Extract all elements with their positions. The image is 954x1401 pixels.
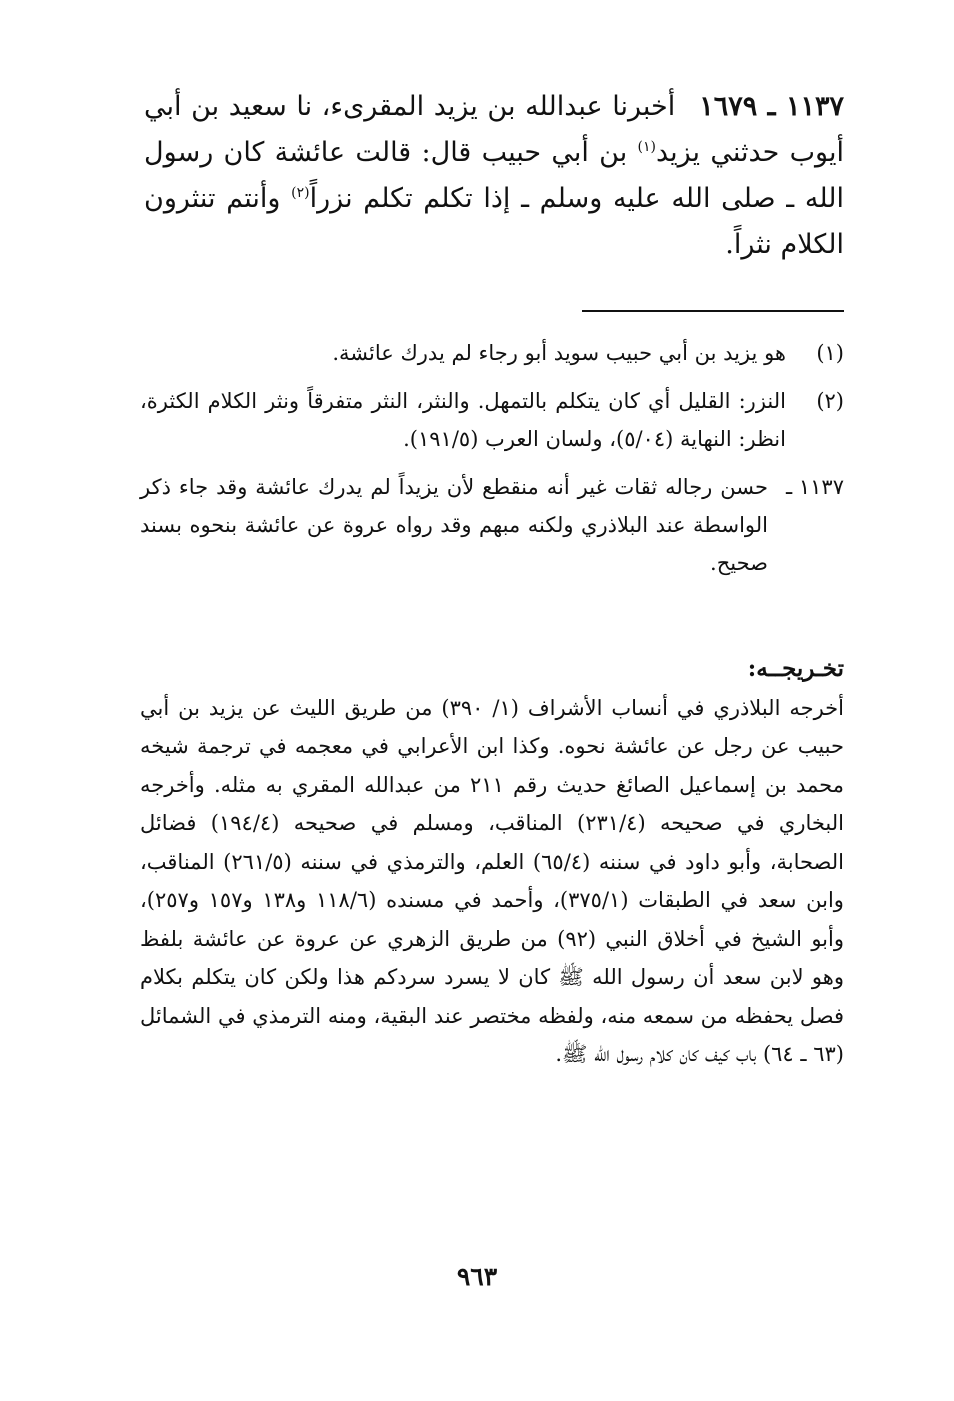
hadith-text-part3: وأنتم تنثرون الكلام نثراً. (144, 183, 844, 260)
footnote-number: (١) (816, 341, 844, 365)
footnote-1 (140, 334, 844, 372)
hadith-paragraph (144, 84, 844, 268)
footnote-marker-2: (٢) (291, 185, 310, 201)
grading-number: ١١٣٧ ـ (786, 475, 844, 499)
takhrij-heading: تخـريجــه: (747, 655, 844, 682)
footnote-2 (140, 382, 844, 458)
grading-text: حسن رجاله ثقات غير أنه منقطع لأن يزيداً لم يدرك عائشة وقد جاء ذكر الواسطة عند البلاذري ولكنه مبهم وقد رواه عروة عن عائشة بنحوه بسند صحيح. (140, 475, 768, 575)
footnote-text: هو يزيد بن أبي حبيب سويد أبو رجاء لم يدرك عائشة. (332, 341, 786, 365)
takhrij-section (140, 650, 844, 1074)
footnote-marker-1: (١) (637, 139, 656, 155)
grading-note (140, 468, 844, 582)
footnote-text: النزر: القليل أي كان يتكلم بالتمهل. والنثر، النثر متفرقاً ونثر الكلام الكثرة، انظر: النهاية (٥/٠٤)، ولسان العرب (١٩١/٥). (140, 389, 786, 451)
hadith-text-part1: أخبرنا عبدالله بن يزيد المقرىء، نا سعيد بن أبي أيوب حدثني يزيد (144, 91, 844, 168)
footnotes-section (140, 334, 844, 582)
hadith-number: ١١٣٧ ـ ١٦٧٩ (699, 91, 844, 122)
page-number: ٩٦٣ (456, 1262, 498, 1291)
footnote-number: (٢) (816, 389, 844, 413)
footnote-separator (582, 310, 844, 312)
takhrij-text: أخرجه البلاذري في أنساب الأشراف (١/ ٣٩٠) من طريق الليث عن يزيد بن أبي حبيب عن رجل عن عائشة نحوه. وكذا ابن الأعرابي في معجمه في ترجمة شيخه محمد بن إسماعيل الصائغ حديث رقم ٢١١ من عبدالله المقري به مثله. وأخرجه البخاري في صحيحه (٢٣١/٤) المناقب، ومسلم في صحيحه (١٩٤/٤) فضائل الصحابة، وأبو داود في سننه (٦٥/٤) العلم، والترمذي في سننه (٢٦١/٥) المناقب، وابن سعد في الطبقات (٣٧٥/١)، وأحمد في مسنده (١١٨/٦ و١٣٨ و١٥٧ و٢٥٧)، وأبو الشيخ في أخلاق النبي (٩٢) من طريق الزهري عن عروة عن عائشة بلفظ وهو لابن سعد أن رسول الله ﷺ كان لا يسرد سردكم هذا ولكن كان يتكلم بكلام فصل يحفظه من سمعه منه، ولفظه مختصر عند البقية، ومنه الترمذي في الشمائل (٦٣ ـ ٦٤) باب كيف كان كلام رسول الله ﷺ. (140, 695, 844, 1066)
hadith-text-part2: بن أبي حبيب قال: قالت عائشة كان رسول الله ـ صلى الله عليه وسلم ـ إذا تكلم تكلم نزراً (144, 137, 844, 214)
